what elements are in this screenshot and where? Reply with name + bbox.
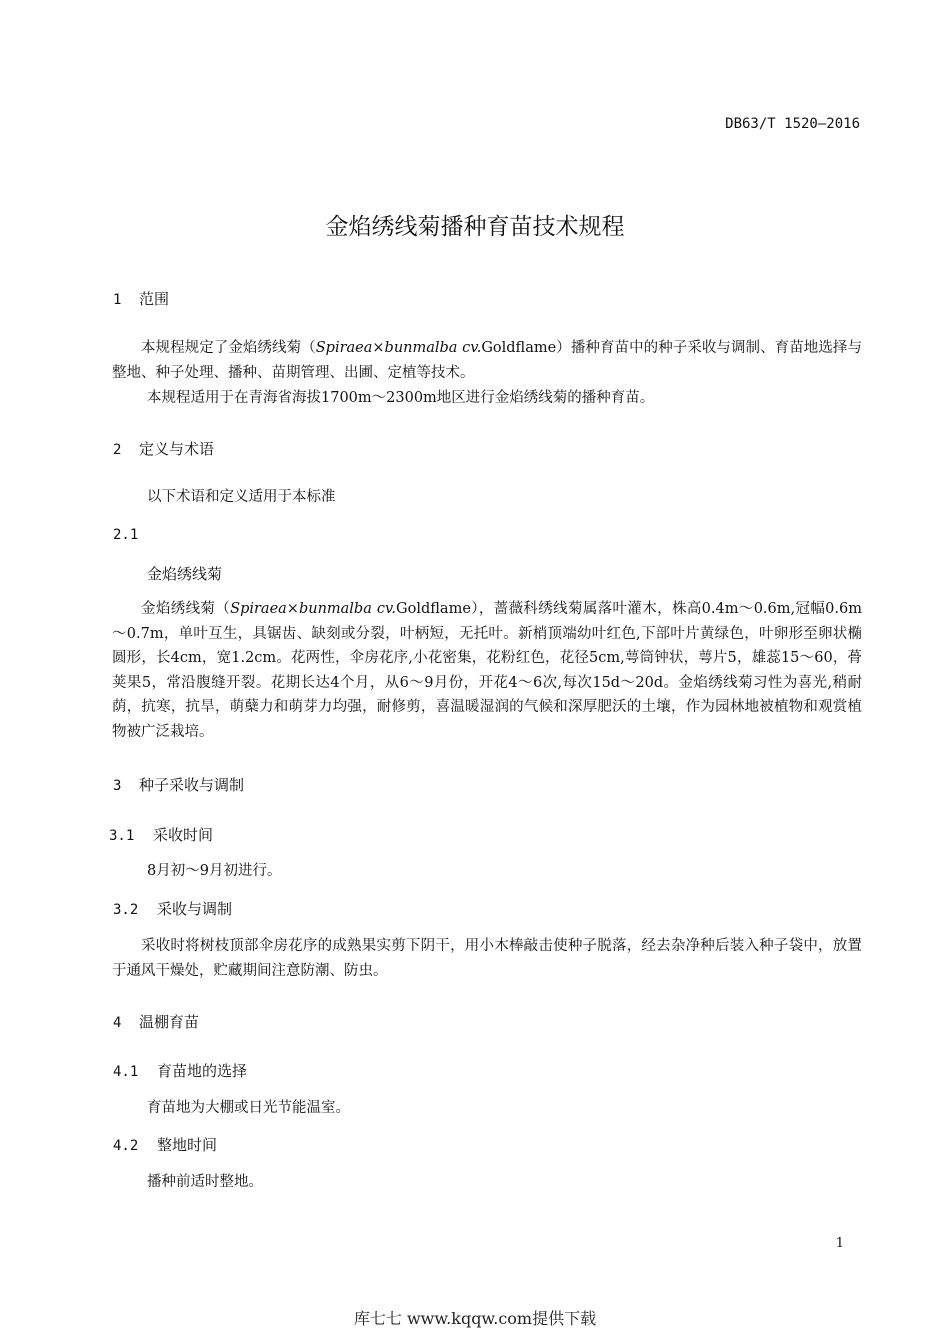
section-1-heading bbox=[113, 288, 169, 309]
harvest-time-text: 8月初～9月初进行。 bbox=[147, 863, 282, 879]
scope-paragraph-1 bbox=[112, 336, 862, 385]
section-title: 温棚育苗 bbox=[139, 1013, 200, 1031]
subsection-title: 采收时间 bbox=[153, 826, 214, 844]
section-title: 范围 bbox=[139, 290, 170, 308]
definitions-intro: 以下术语和定义适用于本标准 bbox=[147, 489, 336, 505]
section-number: 4 bbox=[113, 1015, 122, 1031]
harvest-processing-text: 采收时将树枝顶部伞房花序的成熟果实剪下阴干，用小木棒敲击使种子脱落，经去杂净种后装入种子袋中，放置于通风干燥处，贮藏期间注意防潮、防虫。 bbox=[112, 938, 862, 979]
subsection-3-1-heading bbox=[109, 824, 213, 845]
standard-number: DB63/T 1520—2016 bbox=[725, 116, 860, 132]
scope-paragraph-2: 本规程适用于在青海省海拔1700m～2300m地区进行金焰绣线菊的播种育苗。 bbox=[147, 390, 655, 406]
page-number: 1 bbox=[835, 1236, 844, 1251]
text-run: 本规程规定了金焰绣线菊（ bbox=[141, 340, 316, 356]
subsection-4-1-heading bbox=[113, 1060, 247, 1081]
subsection-4-2-heading bbox=[113, 1134, 217, 1155]
subsection-title: 整地时间 bbox=[157, 1136, 218, 1154]
term-name: 金焰绣线菊 bbox=[147, 565, 223, 583]
text-run: Goldflame），蔷薇科绣线菊属落叶灌木，株高0.4m～0.6m,冠幅0.6m～0.7m，单叶互生，具锯齿、缺刻或分裂，叶柄短，无托叶。新梢顶端幼叶红色,下部叶片黄绿色，叶卵形至卵状椭圆形，长4cm，宽1.2cm。花两性，伞房花序,小花密集，花粉红色，花径5cm,萼筒钟状，萼片5，雄蕊15～60，蓇荚果5，常沿腹缝开裂。花期长达4个月，从6～9月份，开花4～6次,每次15d～20d。金焰绣线菊习性为喜光,稍耐荫，抗寒，抗旱，萌蘖力和萌芽力均强，耐修剪，喜温暖湿润的气候和深厚肥沃的土壤，作为园林地被植物和观赏植物被广泛栽培。 bbox=[112, 601, 862, 740]
subsection-title: 育苗地的选择 bbox=[157, 1062, 248, 1080]
term-definition bbox=[112, 597, 862, 744]
text-run: 金焰绣线菊（ bbox=[141, 601, 231, 617]
subsection-3-2-heading bbox=[113, 898, 232, 919]
section-title: 种子采收与调制 bbox=[139, 776, 245, 794]
section-title: 定义与术语 bbox=[139, 440, 215, 458]
latin-name: Spiraea×bunmalba cv. bbox=[230, 601, 397, 617]
text-run: Goldflame）播种育苗中的种子采收与调制、育苗地选择与整地、种子处理、播种、苗期管理、出圃、定植等技术。 bbox=[112, 340, 862, 381]
document-title: 金焰绣线菊播种育苗技术规程 bbox=[325, 214, 625, 240]
land-prep-text: 播种前适时整地。 bbox=[147, 1174, 263, 1190]
subsection-number: 3.1 bbox=[109, 828, 135, 844]
subsection-number: 4.2 bbox=[113, 1138, 139, 1154]
subsection-number: 3.2 bbox=[113, 902, 139, 918]
latin-name: Spiraea×bunmalba cv. bbox=[315, 340, 482, 356]
section-number: 2 bbox=[113, 442, 122, 458]
nursery-site-text: 育苗地为大棚或日光节能温室。 bbox=[147, 1100, 350, 1116]
section-number: 1 bbox=[113, 292, 122, 308]
subsection-number: 2.1 bbox=[113, 527, 139, 543]
section-2-heading bbox=[113, 438, 214, 459]
subsection-2-1-heading bbox=[113, 525, 138, 543]
download-footer: 库七七 www.kqqw.com提供下载 bbox=[353, 1309, 597, 1328]
subsection-number: 4.1 bbox=[113, 1064, 139, 1080]
section-4-heading bbox=[113, 1011, 199, 1032]
section-number: 3 bbox=[113, 778, 122, 794]
subsection-title: 采收与调制 bbox=[157, 900, 233, 918]
section-3-heading bbox=[113, 774, 244, 795]
